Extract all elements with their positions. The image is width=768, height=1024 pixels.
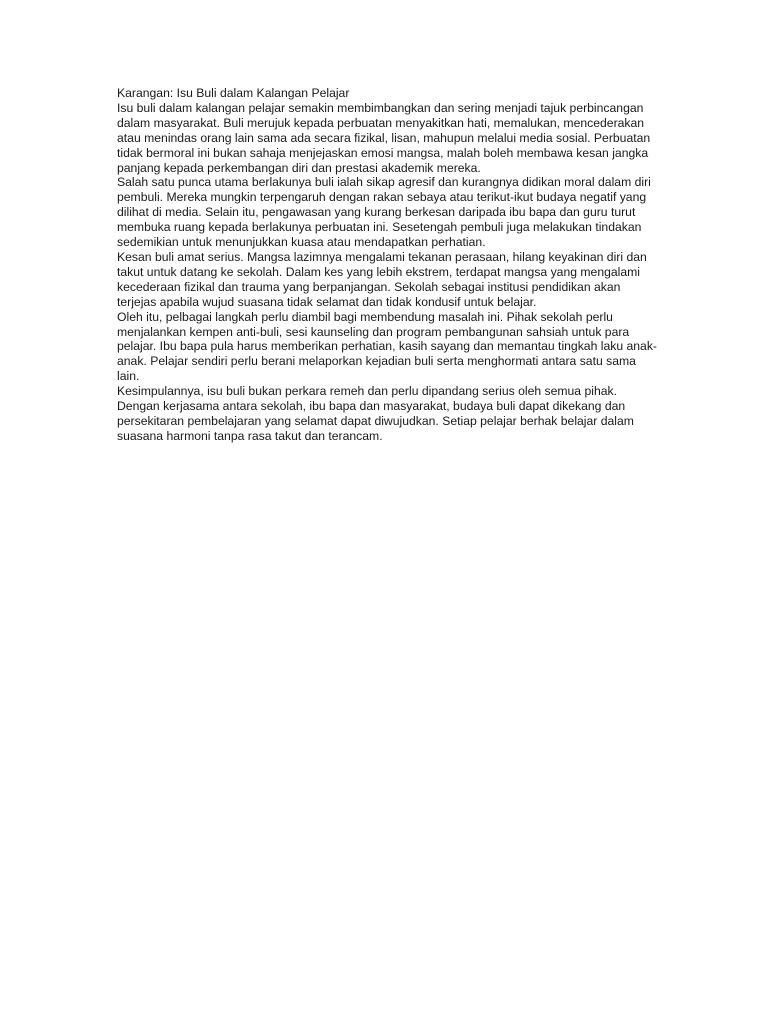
paragraph-effects: Kesan buli amat serius. Mangsa lazimnya mengalami tekanan perasaan, hilang keyakinan diri dan takut untuk datang ke sekolah. Dalam kes yang lebih ekstrem, terdapat mangsa yang mengalami kecederaan fizikal dan trauma yang berpanjangan. Sekolah sebagai institusi pendidikan akan terjejas apabila wujud suasana tidak selamat dan tidak kondusif untuk belajar.	[117, 249, 647, 309]
essay-title: Karangan: Isu Buli dalam Kalangan Pelajar	[117, 86, 350, 100]
essay-body	[117, 86, 657, 444]
paragraph-solutions: Oleh itu, pelbagai langkah perlu diambil bagi membendung masalah ini. Pihak sekolah perlu menjalankan kempen anti-buli, sesi kaunseling dan program pembangunan sahsiah untuk para pelajar. Ibu bapa pula harus memberikan perhatian, kasih sayang dan memantau tingkah laku anak-anak. Pelajar sendiri perlu berani melaporkan kejadian buli serta menghormati antara satu sama lain.	[117, 309, 657, 384]
paragraph-causes: Salah satu punca utama berlakunya buli ialah sikap agresif dan kurangnya didikan moral dalam diri pembuli. Mereka mungkin terpengaruh dengan rakan sebaya atau terikut-ikut budaya negatif yang dilihat di media. Selain itu, pengawasan yang kurang berkesan daripada ibu bapa dan guru turut membuka ruang kepada berlakunya perbuatan ini. Sesetengah pembuli juga melakukan tindakan sedemikian untuk menunjukkan kuasa atau mendapatkan perhatian.	[117, 175, 651, 250]
paragraph-introduction: Isu buli dalam kalangan pelajar semakin membimbangkan dan sering menjadi tajuk perbincangan dalam masyarakat. Buli merujuk kepada perbuatan menyakitkan hati, memalukan, mencederakan atau menindas orang lain sama ada secara fizikal, lisan, mahupun melalui media sosial. Perbuatan tidak bermoral ini bukan sahaja menjejaskan emosi mangsa, malah boleh membawa kesan jangka panjang kepada perkembangan diri dan prestasi akademik mereka.	[117, 100, 651, 175]
paragraph-conclusion: Kesimpulannya, isu buli bukan perkara remeh dan perlu dipandang serius oleh semua pihak. Dengan kerjasama antara sekolah, ibu bapa dan masyarakat, budaya buli dapat dikekang dan persekitaran pembelajaran yang selamat dapat diwujudkan. Setiap pelajar berhak belajar dalam suasana harmoni tanpa rasa takut dan terancam.	[117, 384, 634, 443]
